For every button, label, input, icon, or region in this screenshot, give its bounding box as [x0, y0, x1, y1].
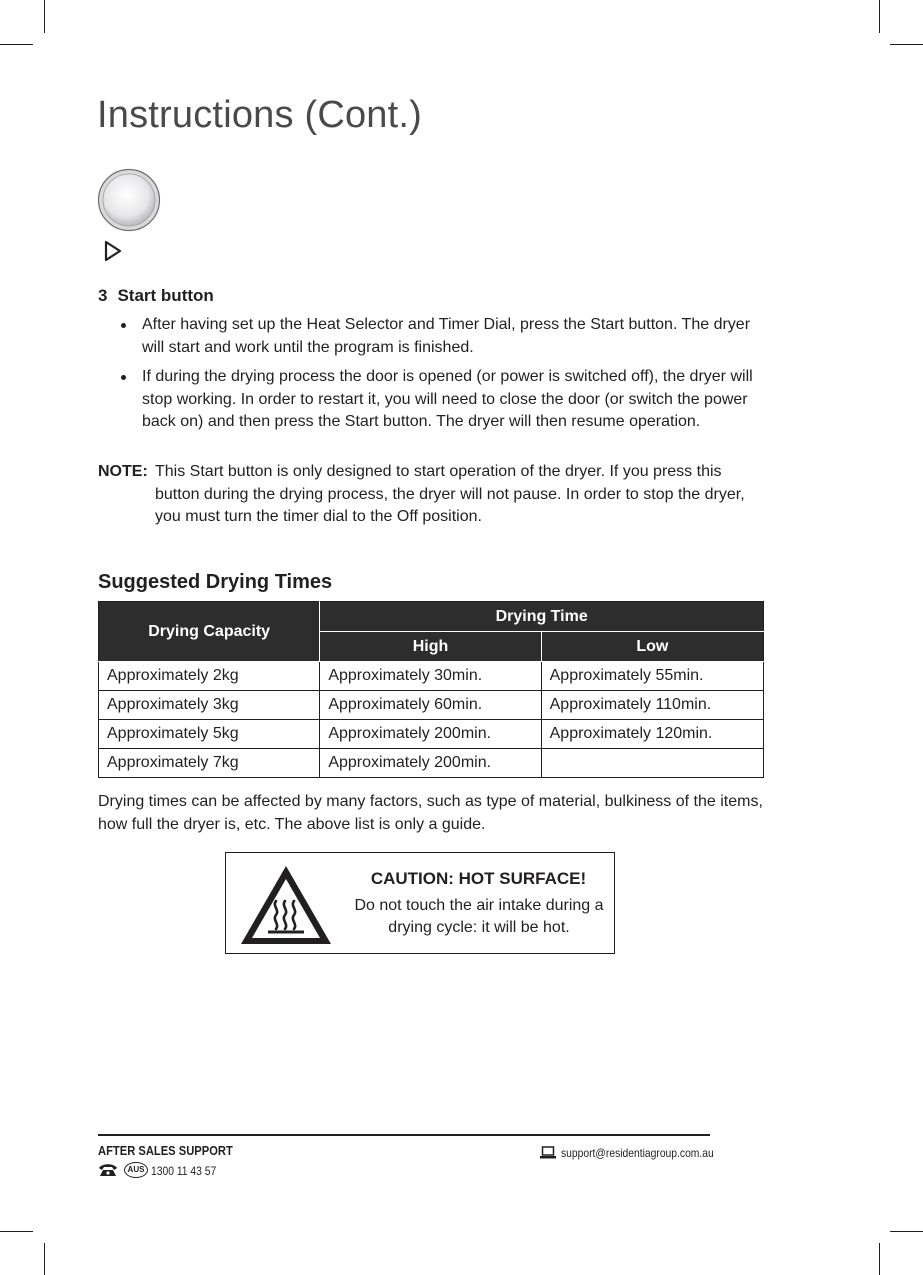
header-drying-capacity: Drying Capacity [99, 602, 320, 662]
table-cell: Approximately 30min. [320, 662, 541, 691]
laptop-icon [540, 1146, 556, 1159]
crop-mark [0, 1231, 33, 1232]
crop-mark [890, 1231, 923, 1232]
telephone-icon [98, 1163, 118, 1177]
table-cell: Approximately 60min. [320, 691, 541, 720]
drying-times-table [98, 601, 764, 778]
table-cell: Approximately 55min. [541, 662, 763, 691]
table-cell: Approximately 3kg [99, 691, 320, 720]
table-cell: Approximately 200min. [320, 720, 541, 749]
crop-mark [0, 44, 33, 45]
table-row [99, 691, 764, 720]
section-number: 3 [98, 286, 108, 305]
table-cell: Approximately 7kg [99, 749, 320, 778]
header-low: Low [541, 632, 763, 662]
section-heading [98, 286, 214, 306]
table-cell: Approximately 2kg [99, 662, 320, 691]
country-badge: AUS [124, 1162, 148, 1178]
table-cell: Approximately 5kg [99, 720, 320, 749]
crop-mark [879, 1243, 880, 1275]
table-cell: Approximately 110min. [541, 691, 763, 720]
table-row [99, 662, 764, 691]
drying-times-note: Drying times can be affected by many factors, such as type of material, bulkiness of the items, how full the dryer is, etc. The above list is only a guide. [98, 793, 763, 833]
note-label: NOTE: [98, 463, 148, 480]
table-row [99, 720, 764, 749]
play-icon [102, 240, 124, 262]
support-email-link[interactable]: support@residentiagroup.com.au [561, 1146, 714, 1160]
instruction-list [120, 314, 770, 441]
list-item: After having set up the Heat Selector and Timer Dial, press the Start button. The dryer will start and work until the program is finished. [120, 314, 770, 359]
table-cell [541, 749, 763, 778]
crop-mark [879, 0, 880, 33]
table-cell: Approximately 120min. [541, 720, 763, 749]
page-title: Instructions (Cont.) [97, 94, 422, 136]
after-sales-label: AFTER SALES SUPPORT [98, 1143, 233, 1158]
caution-title: CAUTION: HOT SURFACE! [370, 869, 587, 888]
note-text: This Start button is only designed to start operation of the dryer. If you press this button during the drying process, the dryer will not pause. In order to stop the dryer, you must turn the timer dial to the Off position. [155, 463, 745, 525]
crop-mark [890, 44, 923, 45]
table-cell: Approximately 200min. [320, 749, 541, 778]
footer-divider [98, 1134, 710, 1136]
header-drying-time: Drying Time [320, 602, 764, 632]
table-heading: Suggested Drying Times [98, 571, 333, 593]
support-phone[interactable]: 1300 11 43 57 [151, 1164, 217, 1178]
section-title: Start button [117, 286, 214, 305]
crop-mark [44, 0, 45, 33]
caution-text: Do not touch the air intake during a drying cycle: it will be hot. [354, 897, 604, 936]
list-item: If during the drying process the door is opened (or power is switched off), the dryer will stop working. In order to restart it, you will need to close the door (or switch the power back on) and then press the Start button. The dryer will then resume operation. [120, 366, 770, 434]
start-knob-icon [97, 168, 161, 232]
caution-box [225, 852, 615, 954]
hot-surface-warning-icon [238, 863, 334, 947]
table-row [99, 749, 764, 778]
note [98, 461, 768, 529]
crop-mark [44, 1243, 45, 1275]
header-high: High [320, 632, 541, 662]
